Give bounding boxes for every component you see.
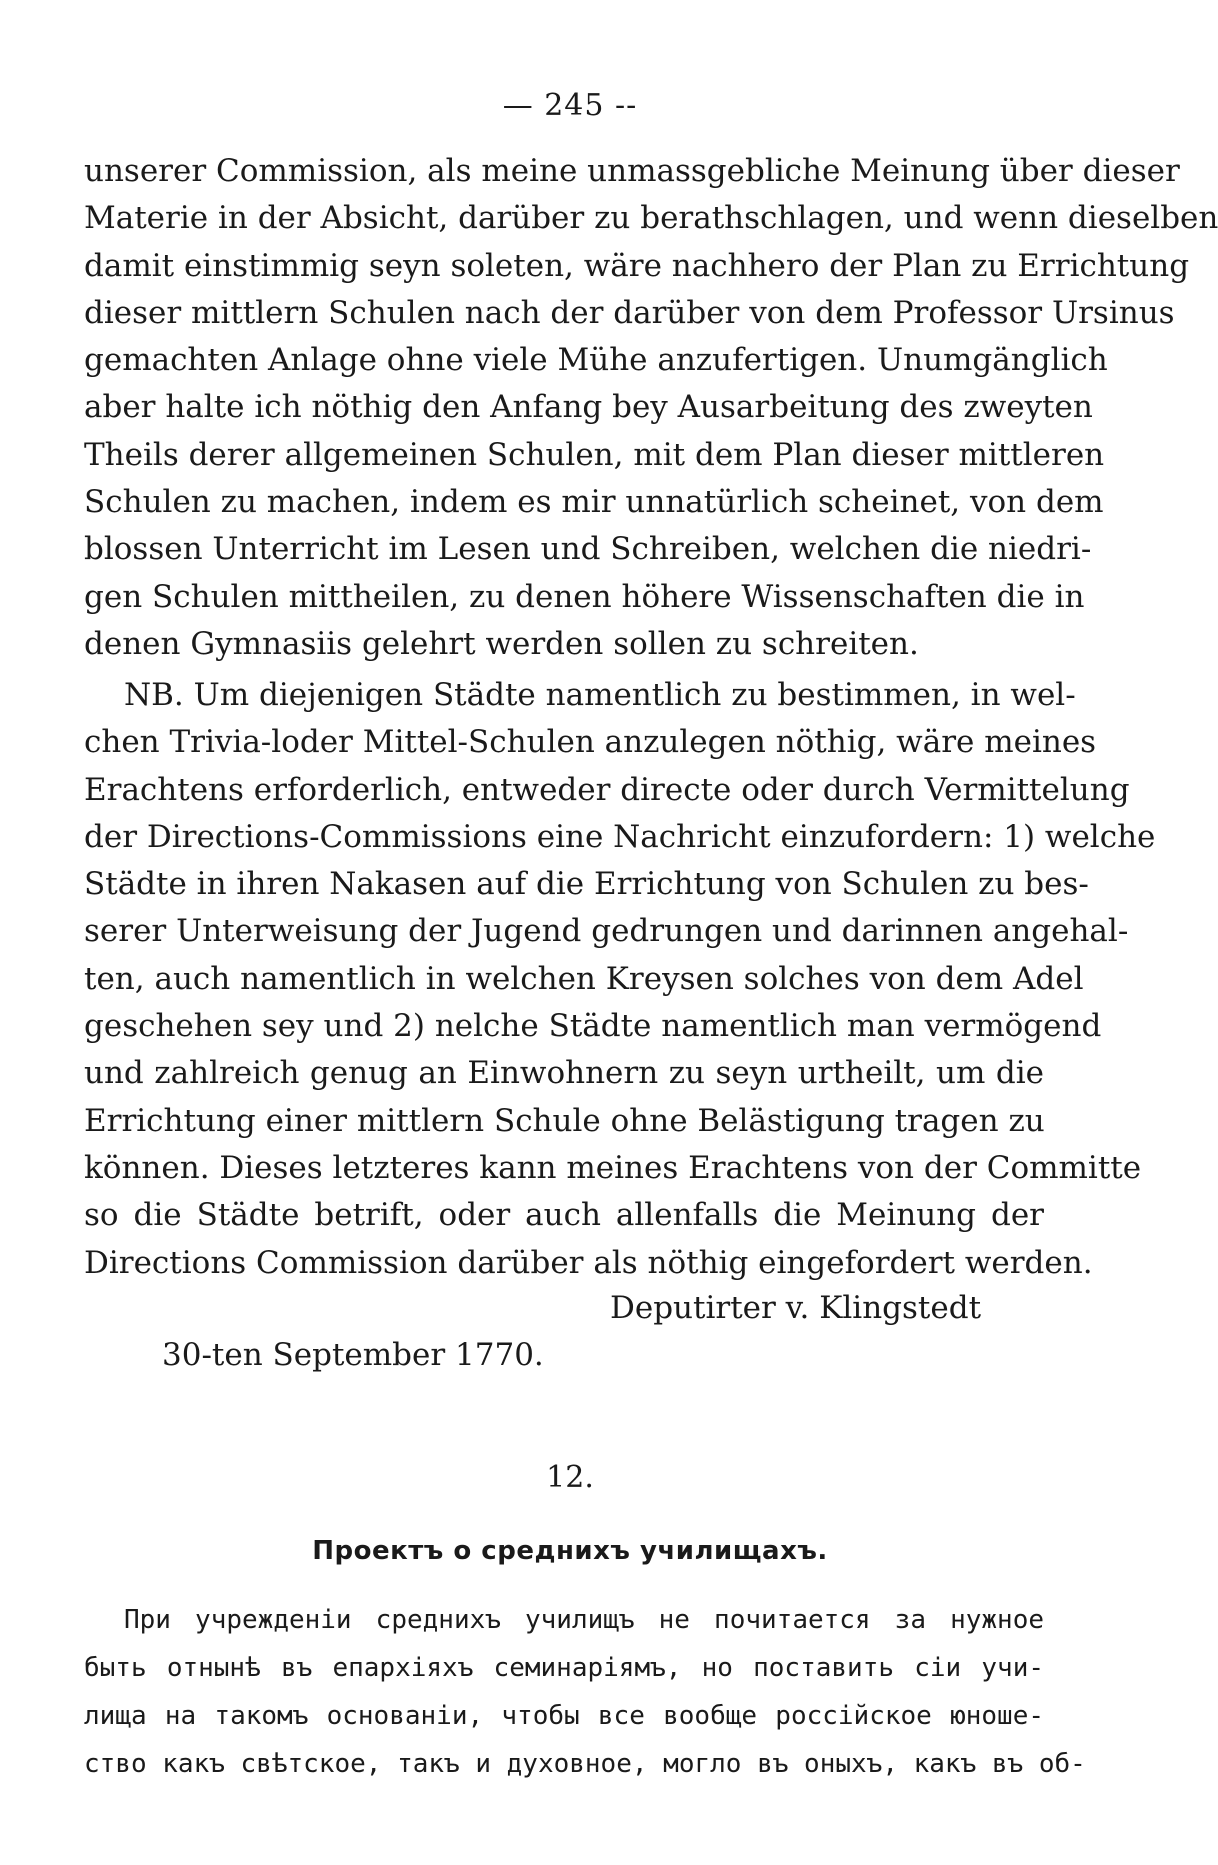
text-line: können. Dieses letzteres kann meines Erachtens von der Committe <box>84 1149 1142 1186</box>
text-line: Städte in ihren Nakasen auf die Errichtung von Schulen zu bes- <box>84 866 1089 903</box>
text-line: und zahlreich genug an Einwohnern zu seyn urtheilt, um die <box>84 1055 1044 1092</box>
text-line: der Directions-Commissions eine Nachricht einzufordern: 1) welche <box>84 818 1156 855</box>
date-line: 30-ten September 1770. <box>162 1337 544 1373</box>
text-line: Theils derer allgemeinen Schulen, mit dem Plan dieser mittleren <box>84 436 1105 473</box>
text-line: быть отнынѣ въ епархіяхъ семинаріямъ, но поставить сіи учи- <box>84 1653 1044 1683</box>
text-line: chen Trivia-loder Mittel-Schulen anzulegen nöthig, wäre meines <box>84 724 1097 761</box>
page-number: — 245 -- <box>502 88 638 123</box>
text-line: aber halte ich nöthig den Anfang bey Ausarbeitung des zweyten <box>84 389 1093 426</box>
text-line: Schulen zu machen, indem es mir unnatürlich scheinet, von dem <box>84 484 1104 521</box>
russian-title: Проектъ о среднихъ училищахъ. <box>312 1536 828 1566</box>
text-line: При учрежденіи среднихъ училищъ не почитается за нужное <box>124 1605 1044 1635</box>
text-line: so die Städte betrift, oder auch allenfalls die Meinung der <box>84 1197 1044 1234</box>
russian-paragraph <box>84 1596 1086 1788</box>
text-line: blossen Unterricht im Lesen und Schreiben, welchen die niedri- <box>84 531 1092 568</box>
signature: Deputirter v. Klingstedt <box>610 1290 982 1326</box>
text-line: Errichtung einer mittlern Schule ohne Belästigung tragen zu <box>84 1102 1045 1139</box>
document-number: 12. <box>546 1460 594 1495</box>
text-line: dieser mittlern Schulen nach der darüber von dem Professor Ursinus <box>84 294 1175 331</box>
text-line: Directions Commission darüber als nöthig eingefordert werden. <box>84 1244 1093 1281</box>
german-paragraph-2 <box>84 672 1156 1287</box>
text-line: NB. Um diejenigen Städte namentlich zu bestimmen, in wel- <box>124 677 1076 713</box>
text-line: unserer Commission, als meine unmassgebliche Meinung über dieser <box>84 153 1180 189</box>
text-line: denen Gymnasiis gelehrt werden sollen zu schreiten. <box>84 625 919 662</box>
text-line: gen Schulen mittheilen, zu denen höhere Wissenschaften die in <box>84 578 1085 615</box>
text-line: Materie in der Absicht, darüber zu berathschlagen, und wenn dieselben <box>84 200 1218 237</box>
text-line: geschehen sey und 2) nelche Städte namentlich man vermögend <box>84 1008 1102 1045</box>
text-line: gemachten Anlage ohne viele Mühe anzufertigen. Unumgänglich <box>84 342 1108 379</box>
text-line: ten, auch namentlich in welchen Kreysen solches von dem Adel <box>84 960 1084 997</box>
text-line: ство какъ свѣтское, такъ и духовное, могло въ оныхъ, какъ въ об- <box>84 1749 1086 1779</box>
text-line: Erachtens erforderlich, entweder directe oder durch Vermittelung <box>84 771 1130 808</box>
text-line: damit einstimmig seyn soleten, wäre nachhero der Plan zu Errichtung <box>84 247 1190 284</box>
text-line: serer Unterweisung der Jugend gedrungen und darinnen angehal- <box>84 913 1129 950</box>
german-paragraph-1 <box>84 148 1218 668</box>
text-line: лища на такомъ основаніи, чтобы все вообще россійское юноше- <box>84 1701 1044 1731</box>
